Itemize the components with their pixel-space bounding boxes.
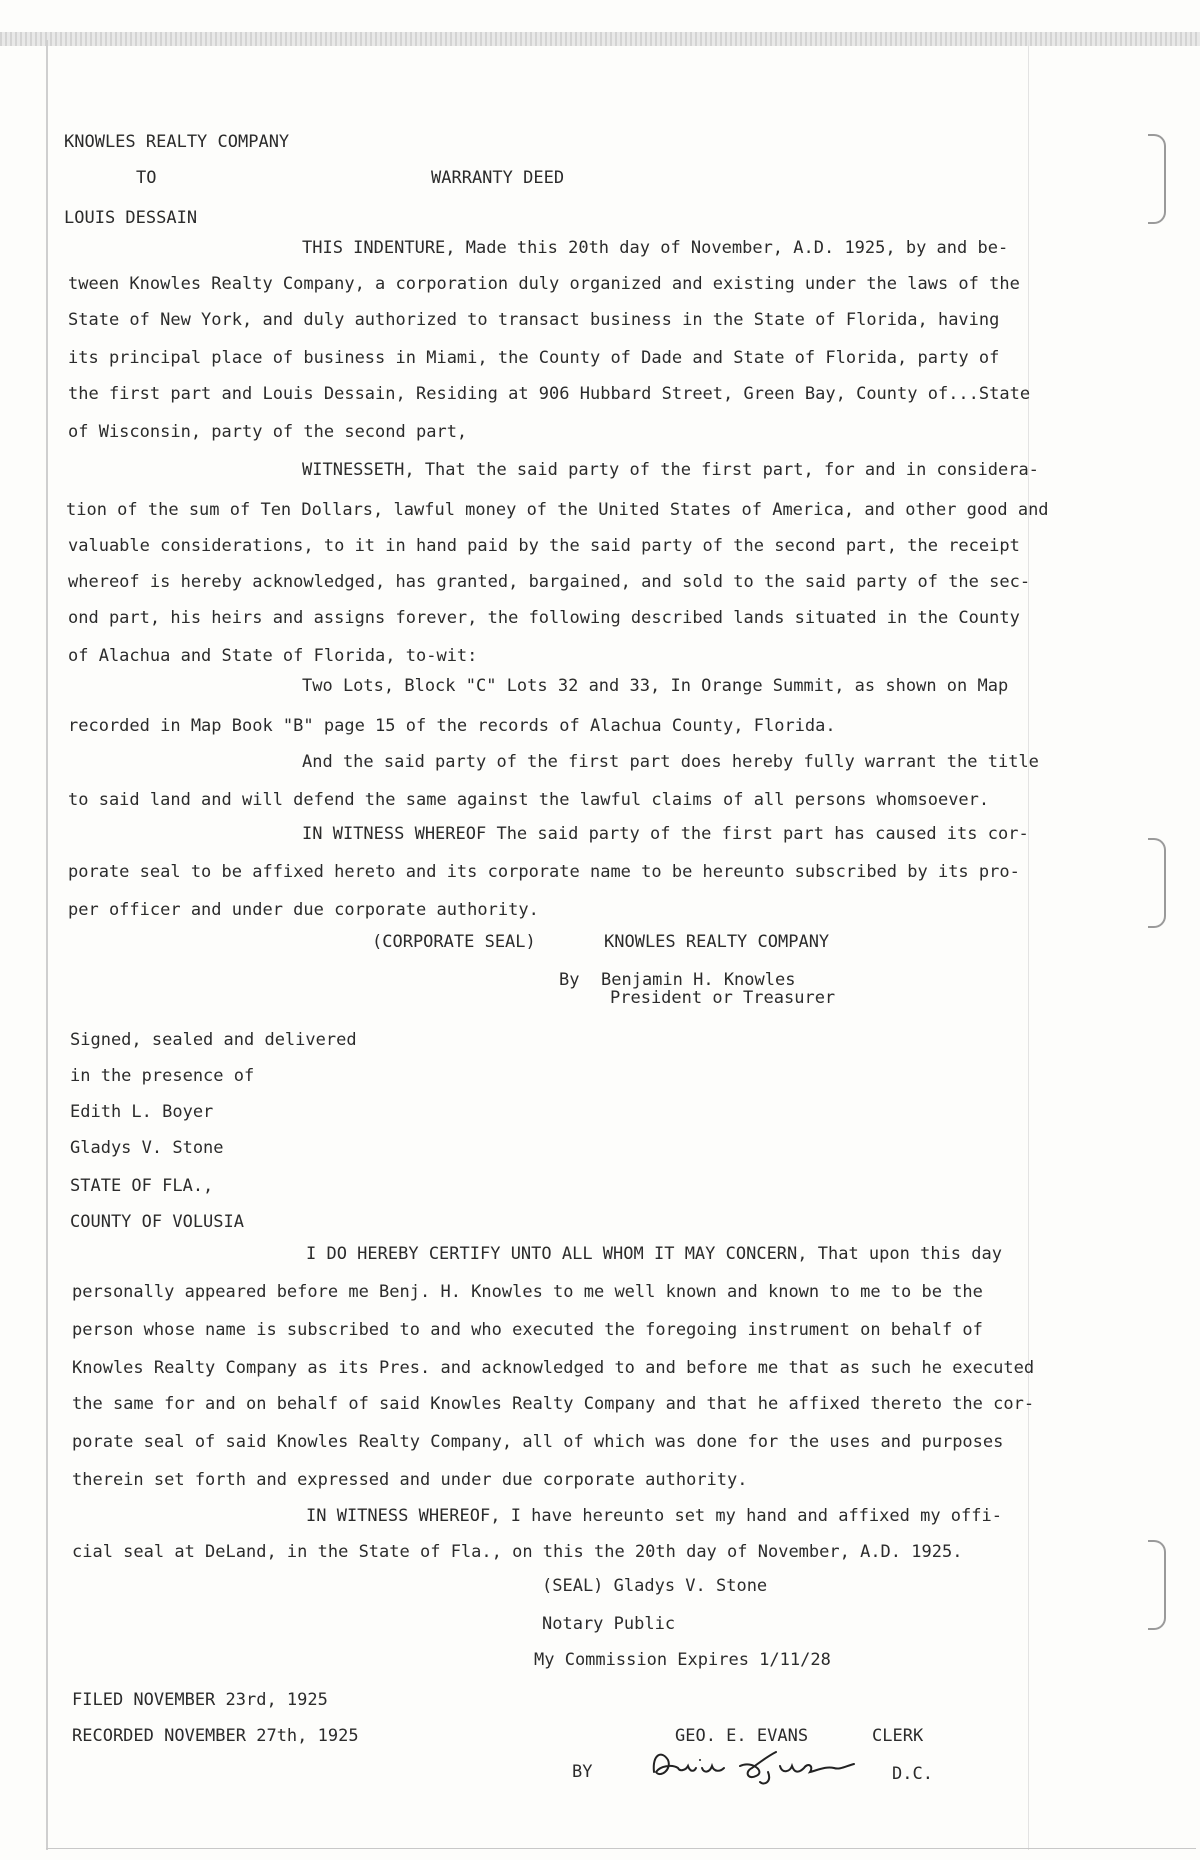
recorded-date: RECORDED NOVEMBER 27th, 1925 [72,1726,359,1746]
binder-hole-middle-icon [1148,838,1166,928]
body-line: WITNESSETH, That the said party of the first part, for and in considera- [302,460,1039,480]
body-line: IN WITNESS WHEREOF The said party of the first part has caused its cor- [302,824,1029,844]
signer-title: President or Treasurer [610,988,836,1008]
body-line: its principal place of business in Miami, the County of Dade and State of Florida, party of [68,348,1000,368]
body-line: whereof is hereby acknowledged, has granted, bargained, and sold to the said party of the sec- [68,572,1031,592]
certificate-line: IN WITNESS WHEREOF, I have hereunto set my hand and affixed my offi- [306,1506,1002,1526]
page-bottom-edge [46,1848,1196,1849]
to-heading: TO [136,168,157,188]
witness-line: in the presence of [70,1066,255,1086]
notary-seal-name: (SEAL) Gladys V. Stone [542,1576,768,1596]
corporate-seal-label: (CORPORATE SEAL) [372,932,536,952]
grantee-heading: LOUIS DESSAIN [64,208,198,228]
deputy-clerk-label: D.C. [892,1764,933,1784]
body-line: porate seal to be affixed hereto and its corporate name to be hereunto subscribed by its pro- [68,862,1020,882]
venue-county: COUNTY OF VOLUSIA [70,1212,244,1232]
certificate-line: the same for and on behalf of said Knowles Realty Company and that he affixed thereto the cor- [72,1394,1035,1414]
certificate-line: cial seal at DeLand, in the State of Fla., on this the 20th day of November, A.D. 1925. [72,1542,963,1562]
clerk-title: CLERK [872,1726,924,1746]
body-line: And the said party of the first part does hereby fully warrant the title [302,752,1039,772]
page-left-edge [46,40,48,1850]
body-line: of Wisconsin, party of the second part, [68,422,468,442]
notary-commission: My Commission Expires 1/11/28 [534,1650,831,1670]
witness-name: Gladys V. Stone [70,1138,224,1158]
clerk-name: GEO. E. EVANS [675,1726,809,1746]
deed-title: WARRANTY DEED [431,168,565,188]
certificate-line: porate seal of said Knowles Realty Company, all of which was done for the uses and purposes [72,1432,1004,1452]
body-line: ond part, his heirs and assigns forever, the following described lands situated in the County [68,608,1020,628]
legal-description: Two Lots, Block "C" Lots 32 and 33, In Orange Summit, as shown on Map [302,676,1009,696]
body-line: valuable considerations, to it in hand paid by the said party of the second part, the receipt [68,536,1020,556]
legal-description: recorded in Map Book "B" page 15 of the records of Alachua County, Florida. [68,716,836,736]
body-line: of Alachua and State of Florida, to-wit: [68,646,478,666]
witness-name: Edith L. Boyer [70,1102,214,1122]
handwritten-signature [648,1742,868,1786]
page-right-margin-line [1028,40,1029,1850]
binder-hole-bottom-icon [1148,1540,1166,1630]
signer-name: Benjamin H. Knowles [601,970,796,990]
body-line: THIS INDENTURE, Made this 20th day of November, A.D. 1925, by and be- [302,238,1009,258]
certificate-line: I DO HEREBY CERTIFY UNTO ALL WHOM IT MAY CONCERN, That upon this day [306,1244,1002,1264]
body-line: tion of the sum of Ten Dollars, lawful money of the United States of America, and other good and [66,500,1049,520]
venue-state: STATE OF FLA., [70,1176,214,1196]
filed-date: FILED NOVEMBER 23rd, 1925 [72,1690,328,1710]
company-signature-name: KNOWLES REALTY COMPANY [604,932,830,952]
body-line: State of New York, and duly authorized to transact business in the State of Florida, having [68,310,1000,330]
certificate-line: personally appeared before me Benj. H. Knowles to me well known and known to me to be the [72,1282,983,1302]
certificate-line: Knowles Realty Company as its Pres. and acknowledged to and before me that as such he executed [72,1358,1035,1378]
body-line: to said land and will defend the same against the lawful claims of all persons whomsoever. [68,790,990,810]
body-line: the first part and Louis Dessain, Residing at 906 Hubbard Street, Green Bay, County of...State [68,384,1031,404]
certificate-line: therein set forth and expressed and under due corporate authority. [72,1470,748,1490]
by-label: BY [572,1762,593,1782]
witness-line: Signed, sealed and delivered [70,1030,357,1050]
body-line: per officer and under due corporate authority. [68,900,539,920]
by-label: By [559,970,580,990]
body-line: tween Knowles Realty Company, a corporation duly organized and existing under the laws of the [68,274,1020,294]
grantor-heading: KNOWLES REALTY COMPANY [64,132,290,152]
certificate-line: person whose name is subscribed to and who executed the foregoing instrument on behalf of [72,1320,983,1340]
notary-title: Notary Public [542,1614,676,1634]
binder-hole-top-icon [1148,134,1166,224]
scan-top-band [0,32,1200,46]
